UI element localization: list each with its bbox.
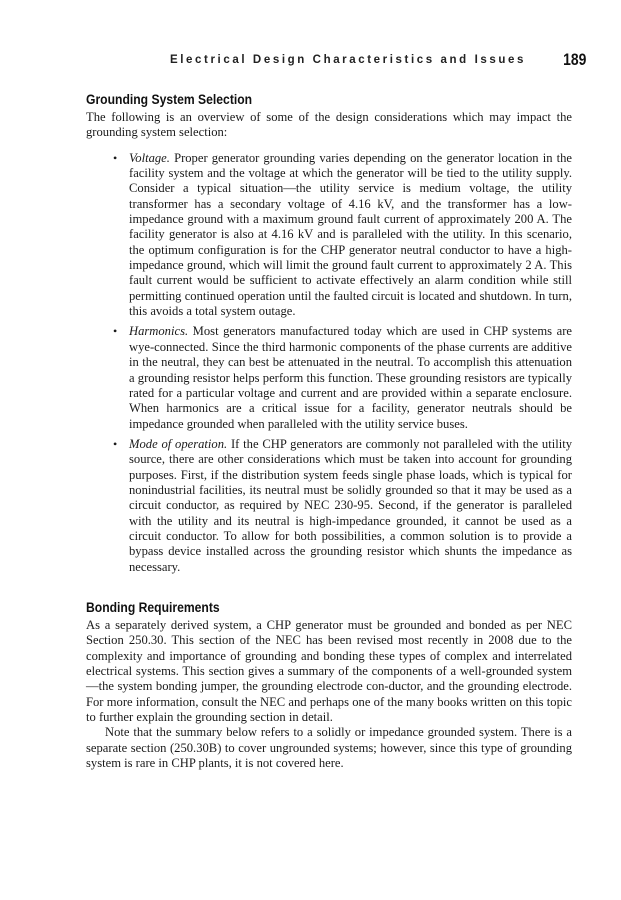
section-intro: The following is an overview of some of the design considerations which may impact the grounding system selection: xyxy=(86,110,572,140)
section-grounding-system-selection xyxy=(86,91,572,575)
paragraph: Note that the summary below refers to a solidly or impedance grounded system. There is a separate section (250.30B) to cover ungrounded systems; however, since this type of grounding system is rare in CHP plants, it is not covered here. xyxy=(86,725,572,771)
bullet-item-voltage xyxy=(113,150,573,320)
bullet-lead: Mode of operation. xyxy=(129,436,231,451)
paragraph: As a separately derived system, a CHP generator must be grounded and bonded as per NEC Section 250.30. This section of the NEC has been revised most recently in 2008 due to the complexity and importance of grounding and bonding these types of complex and interrelated electrical systems. This section gives a summary of the components of a well-grounded system—the system bonding jumper, the grounding electrode con-ductor, and the grounding electrode. For more information, consult the NEC and perhaps one of the many books written on this topic to further explain the grounding section in detail. xyxy=(86,617,572,725)
section-heading: Bonding Requirements xyxy=(86,599,220,615)
page-header xyxy=(86,52,586,72)
bullet-item-mode-of-operation xyxy=(113,436,573,575)
section-heading: Grounding System Selection xyxy=(86,92,253,107)
bullet-text: Proper generator grounding varies depending on the generator location in the facility system and the voltage at which the generator will be tied to the utility supply. Consider a typical situation—the utility service is medium voltage, the utility transformer has a secondary voltage of 4.16 kV, and the transformer has a low-impedance ground with a maximum ground fault current of approximately 200 A. The facility generator is also at 4.16 kV and is paralleled with the utility. In this scenario, the optimum configuration is for the CHP generator neutral conductor to have a high-impedance ground, which will limit the ground fault current to approximately 2 A. This fault current would be sufficient to activate effectively an alarm condition while still permitting continued operation until the faulted circuit is located and shutdown. In turn, this avoids a total system outage. xyxy=(129,150,573,319)
bullet-item-harmonics xyxy=(113,324,572,431)
bullet-icon: • xyxy=(113,436,118,451)
bullet-text: Most generators manufactured today which are used in CHP systems are wye-connected. Since the third harmonic components of the phase currents are additive in the neutral, they can best be attenuated in the neutral. To accomplish this attenuation a grounding resistor helps perform this function. These grounding resistors are typically rated for a particular voltage and current and are provided within a separate enclosure. When harmonics are a critical issue for a facility, generator neutrals should be impedance grounded when paralleled with the utility service buses. xyxy=(129,324,572,431)
bullet-icon: • xyxy=(113,324,118,339)
bullet-list xyxy=(86,151,572,575)
section-bonding-requirements xyxy=(86,599,572,771)
bullet-lead: Harmonics. xyxy=(129,324,193,339)
page-number: 189 xyxy=(562,50,586,69)
page-body xyxy=(86,91,572,771)
bullet-icon: • xyxy=(113,150,118,165)
running-head: Electrical Design Characteristics and Issues xyxy=(169,54,526,66)
bullet-lead: Voltage. xyxy=(129,150,175,165)
bullet-text: If the CHP generators are commonly not paralleled with the utility source, there are other considerations which must be taken into account for grounding purposes. First, if the distribution system feeds single phase loads, which is typical for nonindustrial facilities, its neutral must be solidly grounded so that it may be used as a circuit conductor, as required by NEC 230-95. Second, if the generator is paralleled with the utility and its neutral is high-impedance grounded, it cannot be used as a circuit conductor. To allow for both possibilities, a common solution is to provide a bypass device installed across the grounding resistor which shunts the impedance as necessary. xyxy=(129,436,573,574)
